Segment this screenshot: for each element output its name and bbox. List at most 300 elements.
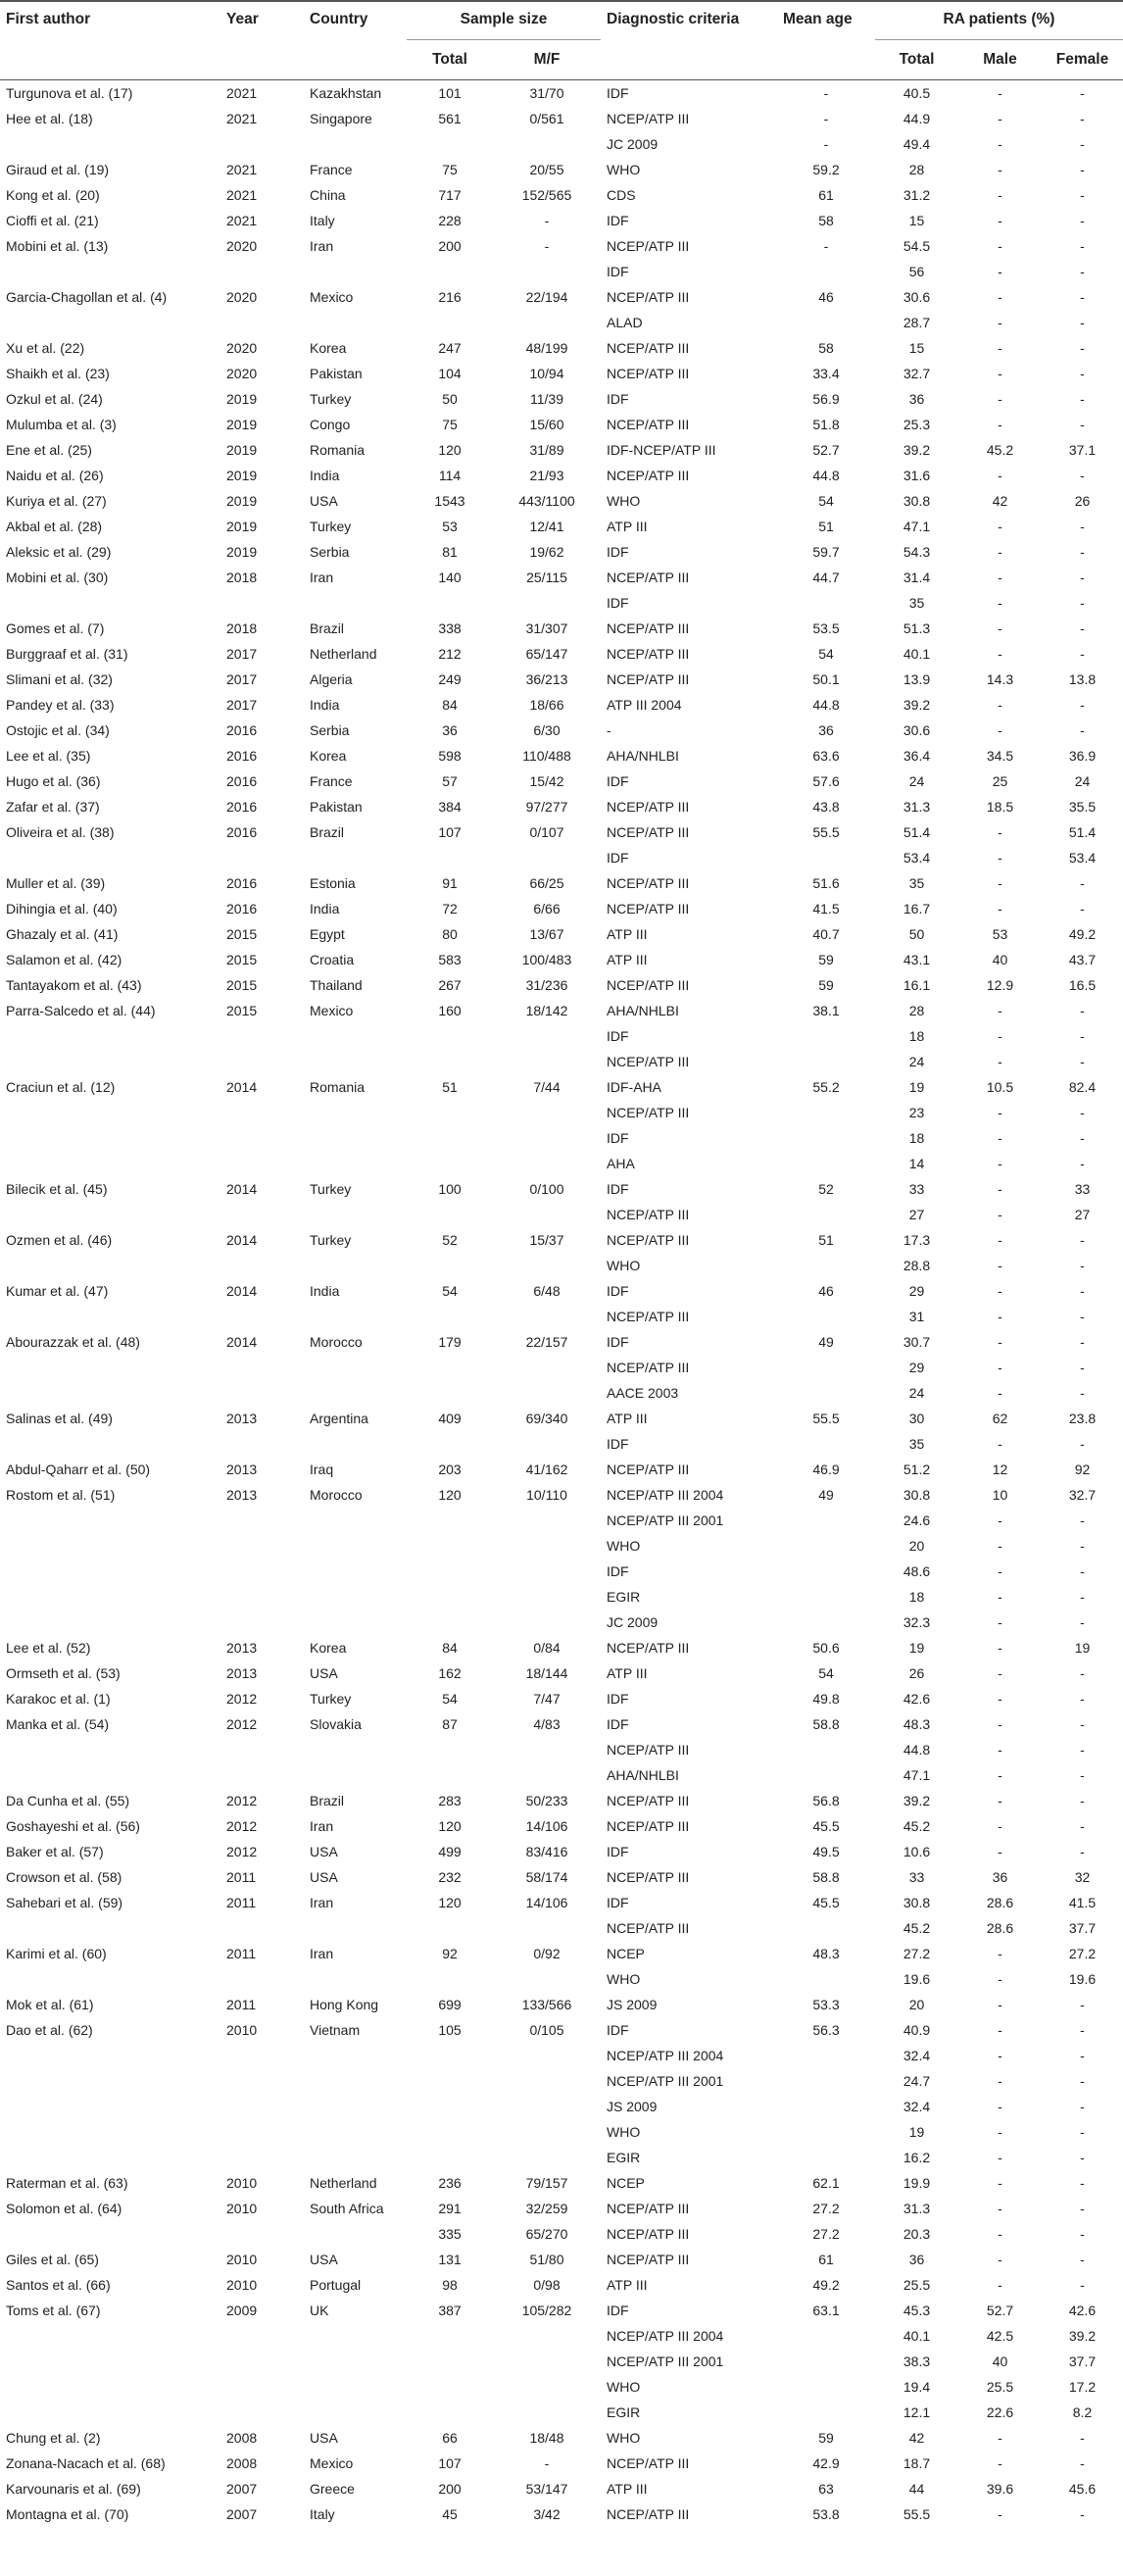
cell-mean-age: 52.7 bbox=[812, 442, 840, 458]
table-row bbox=[0, 1202, 1123, 1227]
cell-diagnostic-criteria: ATP III bbox=[607, 1411, 648, 1426]
cell-sample-total: 162 bbox=[438, 1665, 462, 1681]
cell-ra-female: - bbox=[1080, 519, 1085, 534]
cell-sample-total: 52 bbox=[442, 1232, 458, 1248]
cell-year: 2016 bbox=[226, 875, 258, 891]
cell-year: 2013 bbox=[226, 1640, 258, 1656]
cell-sample-total: 107 bbox=[438, 824, 462, 840]
cell-first-author: Lee et al. (35) bbox=[6, 748, 91, 764]
cell-ra-male: - bbox=[998, 2226, 1002, 2242]
cell-ra-total: 32.3 bbox=[903, 1614, 931, 1630]
cell-country bbox=[304, 1431, 407, 1457]
cell-ra-male: 18.5 bbox=[986, 799, 1014, 815]
cell-country: Egypt bbox=[310, 926, 345, 942]
cell-ra-total: 40.9 bbox=[903, 2022, 931, 2038]
cell-sample-total: 120 bbox=[438, 1487, 462, 1503]
cell-ra-male: - bbox=[998, 1818, 1002, 1834]
cell-country: Iran bbox=[310, 238, 334, 254]
table-row bbox=[0, 233, 1123, 259]
cell-country bbox=[304, 1355, 407, 1380]
cell-sample-mf bbox=[493, 2119, 601, 2145]
table-row bbox=[0, 1660, 1123, 1686]
cell-sample-mf bbox=[493, 1125, 601, 1151]
cell-ra-male: - bbox=[998, 697, 1002, 713]
cell-ra-total: 45.3 bbox=[903, 2303, 931, 2318]
table-row bbox=[0, 1610, 1123, 1635]
cell-ra-male: 62 bbox=[992, 1411, 1008, 1426]
cell-country bbox=[304, 2349, 407, 2374]
cell-first-author: Mobini et al. (13) bbox=[6, 238, 109, 254]
cell-ra-female: - bbox=[1080, 1028, 1085, 1044]
cell-ra-male: - bbox=[998, 2150, 1002, 2165]
cell-year bbox=[220, 1049, 304, 1074]
table-row bbox=[0, 1559, 1123, 1584]
cell-sample-mf: 69/340 bbox=[525, 1411, 568, 1426]
cell-ra-male: 53 bbox=[992, 926, 1008, 942]
cell-year bbox=[220, 1533, 304, 1559]
cell-first-author bbox=[0, 2094, 220, 2119]
cell-mean-age: 38.1 bbox=[812, 1003, 840, 1018]
cell-sample-total bbox=[407, 1151, 493, 1176]
cell-sample-total: 387 bbox=[438, 2303, 462, 2318]
cell-mean-age: 51.6 bbox=[812, 875, 840, 891]
table-row bbox=[0, 157, 1123, 182]
cell-diagnostic-criteria: ATP III bbox=[607, 2277, 648, 2293]
cell-year bbox=[220, 2043, 304, 2068]
cell-mean-age bbox=[777, 1355, 875, 1380]
cell-ra-total: 30.7 bbox=[903, 1334, 931, 1350]
table-row bbox=[0, 768, 1123, 794]
header-ra-female: Female bbox=[1042, 40, 1123, 80]
cell-sample-mf: - bbox=[544, 213, 550, 228]
cell-sample-mf: 18/144 bbox=[525, 1665, 568, 1681]
cell-ra-male: - bbox=[998, 340, 1002, 356]
cell-sample-total: 499 bbox=[438, 1844, 462, 1859]
cell-diagnostic-criteria: WHO bbox=[607, 162, 641, 177]
cell-first-author: Crowson et al. (58) bbox=[6, 1869, 122, 1885]
table-row bbox=[0, 1278, 1123, 1304]
cell-sample-total bbox=[407, 1125, 493, 1151]
cell-year: 2014 bbox=[226, 1079, 258, 1095]
cell-ra-total: 16.1 bbox=[903, 977, 931, 993]
cell-year bbox=[220, 2374, 304, 2400]
cell-first-author: Zonana-Nacach et al. (68) bbox=[6, 2455, 166, 2471]
cell-ra-male: 12.9 bbox=[986, 977, 1014, 993]
cell-ra-total: 18 bbox=[908, 1028, 925, 1044]
cell-first-author bbox=[0, 1559, 220, 1584]
cell-ra-male: - bbox=[998, 1054, 1002, 1069]
cell-diagnostic-criteria: IDF bbox=[607, 213, 629, 228]
cell-diagnostic-criteria: NCEP/ATP III 2004 bbox=[607, 2328, 724, 2344]
cell-sample-total: 699 bbox=[438, 1997, 462, 2012]
cell-ra-female: - bbox=[1080, 85, 1085, 101]
cell-ra-male: - bbox=[998, 85, 1002, 101]
cell-year bbox=[220, 2323, 304, 2349]
cell-diagnostic-criteria: NCEP/ATP III 2001 bbox=[607, 1512, 724, 1528]
cell-year bbox=[220, 2119, 304, 2145]
cell-sample-mf bbox=[493, 1049, 601, 1074]
cell-diagnostic-criteria: NCEP/ATP III bbox=[607, 1105, 690, 1120]
cell-ra-male: - bbox=[998, 1130, 1002, 1146]
cell-sample-total: 92 bbox=[442, 1946, 458, 1961]
cell-mean-age bbox=[777, 2068, 875, 2094]
cell-country: India bbox=[310, 1283, 340, 1299]
header-blank-1 bbox=[0, 40, 220, 80]
cell-ra-total: 42 bbox=[908, 2430, 925, 2446]
table-row bbox=[0, 1635, 1123, 1660]
table-row bbox=[0, 998, 1123, 1023]
cell-year: 2015 bbox=[226, 926, 258, 942]
cell-year: 2021 bbox=[226, 213, 258, 228]
cell-ra-male: - bbox=[998, 111, 1002, 126]
table-row bbox=[0, 2119, 1123, 2145]
table-row bbox=[0, 1762, 1123, 1788]
cell-diagnostic-criteria: CDS bbox=[607, 187, 636, 203]
cell-sample-total: 105 bbox=[438, 2022, 462, 2038]
cell-ra-total: 51.4 bbox=[903, 824, 931, 840]
table-row bbox=[0, 2476, 1123, 2502]
cell-sample-total bbox=[407, 2349, 493, 2374]
cell-ra-female: - bbox=[1080, 1003, 1085, 1018]
cell-country: China bbox=[310, 187, 346, 203]
cell-mean-age: 46 bbox=[818, 1283, 834, 1299]
header-year: Year bbox=[226, 11, 259, 28]
cell-mean-age: 56.8 bbox=[812, 1793, 840, 1808]
cell-year: 2009 bbox=[226, 2303, 258, 2318]
cell-first-author: Ozmen et al. (46) bbox=[6, 1232, 113, 1248]
cell-mean-age: - bbox=[823, 111, 829, 126]
cell-country: Congo bbox=[310, 417, 351, 432]
header-blank-4 bbox=[601, 40, 777, 80]
cell-year: 2020 bbox=[226, 289, 258, 305]
cell-country: Thailand bbox=[310, 977, 363, 993]
cell-sample-mf bbox=[493, 131, 601, 157]
cell-ra-total: 19 bbox=[908, 1079, 925, 1095]
cell-sample-mf bbox=[493, 1508, 601, 1533]
cell-sample-total: 583 bbox=[438, 952, 462, 967]
cell-first-author: Giraud et al. (19) bbox=[6, 162, 110, 177]
cell-ra-male: 12 bbox=[992, 1461, 1008, 1477]
cell-sample-total bbox=[407, 1915, 493, 1941]
cell-year bbox=[220, 1762, 304, 1788]
cell-first-author: Kuriya et al. (27) bbox=[6, 493, 107, 509]
cell-first-author: Chung et al. (2) bbox=[6, 2430, 101, 2446]
cell-sample-mf: 100/483 bbox=[521, 952, 572, 967]
cell-sample-total: 98 bbox=[442, 2277, 458, 2293]
table-row bbox=[0, 947, 1123, 972]
cell-mean-age: 59.7 bbox=[812, 544, 840, 560]
cell-ra-female: - bbox=[1080, 264, 1085, 279]
cell-ra-female: - bbox=[1080, 1309, 1085, 1324]
cell-year: 2018 bbox=[226, 620, 258, 636]
cell-first-author: Ormseth et al. (53) bbox=[6, 1665, 121, 1681]
cell-ra-total: 40.5 bbox=[903, 85, 931, 101]
cell-mean-age: - bbox=[823, 85, 829, 101]
cell-year bbox=[220, 1125, 304, 1151]
cell-mean-age bbox=[777, 1584, 875, 1610]
cell-year: 2014 bbox=[226, 1334, 258, 1350]
cell-ra-total: 32.4 bbox=[903, 2099, 931, 2114]
cell-ra-total: 19.4 bbox=[903, 2379, 931, 2395]
cell-ra-total: 15 bbox=[908, 213, 925, 228]
cell-ra-total: 39.2 bbox=[903, 442, 931, 458]
cell-sample-total: 114 bbox=[438, 468, 462, 483]
cell-first-author bbox=[0, 1355, 220, 1380]
table-row bbox=[0, 1966, 1123, 1992]
cell-mean-age: 55.2 bbox=[812, 1079, 840, 1095]
cell-diagnostic-criteria: NCEP/ATP III bbox=[607, 2226, 690, 2242]
cell-ra-female: 13.8 bbox=[1068, 671, 1097, 687]
cell-mean-age bbox=[777, 1100, 875, 1125]
cell-ra-female: - bbox=[1080, 2226, 1085, 2242]
cell-ra-total: 32.7 bbox=[903, 366, 931, 381]
cell-diagnostic-criteria: NCEP/ATP III bbox=[607, 1793, 690, 1808]
cell-mean-age: - bbox=[823, 238, 829, 254]
cell-country: France bbox=[310, 162, 353, 177]
cell-diagnostic-criteria: JC 2009 bbox=[607, 136, 659, 152]
cell-ra-total: 40.1 bbox=[903, 646, 931, 662]
cell-country bbox=[304, 1304, 407, 1329]
cell-ra-female: 32 bbox=[1074, 1869, 1091, 1885]
cell-ra-total: 30.6 bbox=[903, 289, 931, 305]
cell-ra-male: - bbox=[998, 1742, 1002, 1758]
cell-ra-female: - bbox=[1080, 1563, 1085, 1579]
cell-mean-age bbox=[777, 2349, 875, 2374]
cell-diagnostic-criteria: NCEP/ATP III bbox=[607, 1742, 690, 1758]
cell-mean-age: 45.5 bbox=[812, 1818, 840, 1834]
cell-country: Vietnam bbox=[310, 2022, 361, 2038]
cell-first-author bbox=[0, 1304, 220, 1329]
cell-diagnostic-criteria: ATP III bbox=[607, 926, 648, 942]
cell-mean-age: 45.5 bbox=[812, 1895, 840, 1910]
cell-ra-female: - bbox=[1080, 1232, 1085, 1248]
cell-ra-total: 16.2 bbox=[903, 2150, 931, 2165]
cell-country bbox=[304, 310, 407, 335]
cell-ra-male: - bbox=[998, 1716, 1002, 1732]
cell-country: USA bbox=[310, 2252, 338, 2267]
cell-first-author: Karvounaris et al. (69) bbox=[6, 2481, 141, 2497]
cell-country bbox=[304, 590, 407, 616]
cell-country bbox=[304, 1966, 407, 1992]
cell-year bbox=[220, 1966, 304, 1992]
cell-sample-total: 87 bbox=[442, 1716, 458, 1732]
cell-sample-mf bbox=[493, 1584, 601, 1610]
cell-diagnostic-criteria: NCEP/ATP III bbox=[607, 238, 690, 254]
cell-country: Brazil bbox=[310, 824, 345, 840]
table-row bbox=[0, 310, 1123, 335]
cell-first-author: Cioffi et al. (21) bbox=[6, 213, 99, 228]
table-row bbox=[0, 361, 1123, 386]
cell-sample-total: 384 bbox=[438, 799, 462, 815]
cell-ra-total: 17.3 bbox=[903, 1232, 931, 1248]
cell-country bbox=[304, 1915, 407, 1941]
cell-sample-mf bbox=[493, 2400, 601, 2425]
table-row bbox=[0, 896, 1123, 921]
cell-sample-total: 84 bbox=[442, 697, 458, 713]
cell-diagnostic-criteria: IDF bbox=[607, 850, 629, 866]
cell-sample-total: 107 bbox=[438, 2455, 462, 2471]
cell-ra-male: - bbox=[998, 2252, 1002, 2267]
cell-sample-mf: 22/157 bbox=[525, 1334, 568, 1350]
cell-country: India bbox=[310, 697, 340, 713]
cell-ra-male: - bbox=[998, 1028, 1002, 1044]
cell-ra-male: - bbox=[998, 468, 1002, 483]
cell-sample-mf: 53/147 bbox=[525, 2481, 568, 2497]
cell-first-author: Goshayeshi et al. (56) bbox=[6, 1818, 140, 1834]
cell-mean-age bbox=[777, 1762, 875, 1788]
cell-ra-female: - bbox=[1080, 1742, 1085, 1758]
cell-country: Iran bbox=[310, 1818, 334, 1834]
cell-mean-age: 59 bbox=[818, 977, 834, 993]
cell-year: 2012 bbox=[226, 1818, 258, 1834]
cell-year: 2019 bbox=[226, 519, 258, 534]
cell-diagnostic-criteria: NCEP/ATP III bbox=[607, 671, 690, 687]
cell-country bbox=[304, 1533, 407, 1559]
cell-ra-total: 47.1 bbox=[903, 1767, 931, 1783]
cell-sample-total: 267 bbox=[438, 977, 462, 993]
cell-sample-mf: - bbox=[544, 2455, 550, 2471]
cell-ra-male: 25.5 bbox=[986, 2379, 1014, 2395]
cell-sample-mf: 133/566 bbox=[521, 1997, 572, 2012]
cell-ra-total: 51.2 bbox=[903, 1461, 931, 1477]
cell-country bbox=[304, 845, 407, 870]
cell-first-author bbox=[0, 590, 220, 616]
table-row bbox=[0, 1457, 1123, 1482]
cell-ra-total: 35 bbox=[908, 1436, 925, 1452]
cell-ra-male: - bbox=[998, 264, 1002, 279]
cell-year: 2012 bbox=[226, 1691, 258, 1707]
cell-year: 2013 bbox=[226, 1665, 258, 1681]
cell-sample-total bbox=[407, 590, 493, 616]
cell-ra-male: - bbox=[998, 1309, 1002, 1324]
cell-first-author: Karakoc et al. (1) bbox=[6, 1691, 111, 1707]
cell-country bbox=[304, 2119, 407, 2145]
cell-sample-mf: 31/307 bbox=[525, 620, 568, 636]
cell-year: 2010 bbox=[226, 2201, 258, 2216]
cell-ra-female: - bbox=[1080, 1360, 1085, 1375]
cell-ra-male: - bbox=[998, 2430, 1002, 2446]
cell-sample-mf: 51/80 bbox=[529, 2252, 564, 2267]
cell-ra-total: 28.7 bbox=[903, 315, 931, 330]
cell-year bbox=[220, 2094, 304, 2119]
cell-mean-age bbox=[777, 2323, 875, 2349]
cell-country bbox=[304, 1202, 407, 1227]
cell-first-author: Salinas et al. (49) bbox=[6, 1411, 113, 1426]
cell-sample-mf: 20/55 bbox=[529, 162, 564, 177]
cell-ra-male: 25 bbox=[992, 773, 1008, 789]
cell-ra-male: 28.6 bbox=[986, 1895, 1014, 1910]
cell-sample-mf bbox=[493, 1304, 601, 1329]
cell-year: 2016 bbox=[226, 799, 258, 815]
cell-first-author bbox=[0, 2349, 220, 2374]
cell-country bbox=[304, 2221, 407, 2247]
cell-diagnostic-criteria: NCEP/ATP III bbox=[607, 1309, 690, 1324]
cell-mean-age: 53.5 bbox=[812, 620, 840, 636]
cell-diagnostic-criteria: IDF bbox=[607, 391, 629, 407]
cell-ra-total: 29 bbox=[908, 1360, 925, 1375]
cell-country: Argentina bbox=[310, 1411, 368, 1426]
cell-country bbox=[304, 1762, 407, 1788]
cell-year: 2010 bbox=[226, 2252, 258, 2267]
header-ra-total: Total bbox=[875, 40, 958, 80]
cell-sample-mf: 97/277 bbox=[525, 799, 568, 815]
cell-first-author bbox=[0, 2043, 220, 2068]
cell-first-author: Montagna et al. (70) bbox=[6, 2506, 129, 2522]
cell-sample-mf: 50/233 bbox=[525, 1793, 568, 1808]
table-row bbox=[0, 386, 1123, 412]
cell-mean-age: 48.3 bbox=[812, 1946, 840, 1961]
cell-year: 2016 bbox=[226, 824, 258, 840]
cell-sample-mf: 66/25 bbox=[529, 875, 564, 891]
cell-ra-total: 44.9 bbox=[903, 111, 931, 126]
cell-mean-age: 58 bbox=[818, 340, 834, 356]
cell-country bbox=[304, 1151, 407, 1176]
cell-year bbox=[220, 2400, 304, 2425]
cell-ra-total: 27 bbox=[908, 1207, 925, 1222]
cell-ra-total: 31.3 bbox=[903, 2201, 931, 2216]
table-row bbox=[0, 743, 1123, 768]
cell-ra-female: - bbox=[1080, 2124, 1085, 2140]
cell-sample-mf: 443/1100 bbox=[518, 493, 575, 509]
cell-mean-age bbox=[777, 2119, 875, 2145]
cell-sample-mf: 105/282 bbox=[521, 2303, 572, 2318]
cell-country: India bbox=[310, 468, 340, 483]
cell-diagnostic-criteria: NCEP/ATP III bbox=[607, 111, 690, 126]
header-blank-5 bbox=[777, 40, 875, 80]
cell-ra-total: 51.3 bbox=[903, 620, 931, 636]
cell-ra-female: - bbox=[1080, 1589, 1085, 1605]
cell-sample-total: 66 bbox=[442, 2430, 458, 2446]
cell-year: 2012 bbox=[226, 1844, 258, 1859]
cell-ra-total: 19.6 bbox=[903, 1971, 931, 1987]
cell-country bbox=[304, 131, 407, 157]
table-row bbox=[0, 1737, 1123, 1762]
cell-mean-age: 54 bbox=[818, 646, 834, 662]
cell-sample-total bbox=[407, 131, 493, 157]
cell-country: Korea bbox=[310, 748, 347, 764]
cell-mean-age: 59 bbox=[818, 952, 834, 967]
cell-sample-total: 283 bbox=[438, 1793, 462, 1808]
cell-mean-age: 53.8 bbox=[812, 2506, 840, 2522]
cell-diagnostic-criteria: IDF bbox=[607, 2303, 629, 2318]
cell-sample-mf: 110/488 bbox=[522, 748, 571, 764]
cell-ra-male: - bbox=[998, 875, 1002, 891]
cell-diagnostic-criteria: NCEP/ATP III bbox=[607, 1869, 690, 1885]
cell-ra-male: - bbox=[998, 1283, 1002, 1299]
cell-ra-total: 33 bbox=[908, 1869, 925, 1885]
cell-sample-total: 160 bbox=[438, 1003, 462, 1018]
cell-ra-male: - bbox=[998, 824, 1002, 840]
cell-first-author: Rostom et al. (51) bbox=[6, 1487, 116, 1503]
cell-ra-male: - bbox=[998, 722, 1002, 738]
table-row bbox=[0, 2298, 1123, 2323]
cell-sample-mf bbox=[493, 2349, 601, 2374]
cell-mean-age bbox=[777, 1380, 875, 1406]
cell-sample-total bbox=[407, 1966, 493, 1992]
cell-sample-total bbox=[407, 1431, 493, 1457]
cell-country: Iran bbox=[310, 1946, 334, 1961]
cell-ra-total: 42.6 bbox=[903, 1691, 931, 1707]
cell-sample-total bbox=[407, 845, 493, 870]
cell-diagnostic-criteria: JS 2009 bbox=[607, 2099, 658, 2114]
cell-diagnostic-criteria: NCEP/ATP III bbox=[607, 1640, 690, 1656]
cell-ra-total: 35 bbox=[908, 595, 925, 611]
cell-sample-total bbox=[407, 1508, 493, 1533]
cell-sample-mf bbox=[493, 1966, 601, 1992]
cell-diagnostic-criteria: ATP III bbox=[607, 1665, 648, 1681]
cell-sample-total bbox=[407, 2043, 493, 2068]
cell-diagnostic-criteria: NCEP/ATP III bbox=[607, 1920, 690, 1936]
